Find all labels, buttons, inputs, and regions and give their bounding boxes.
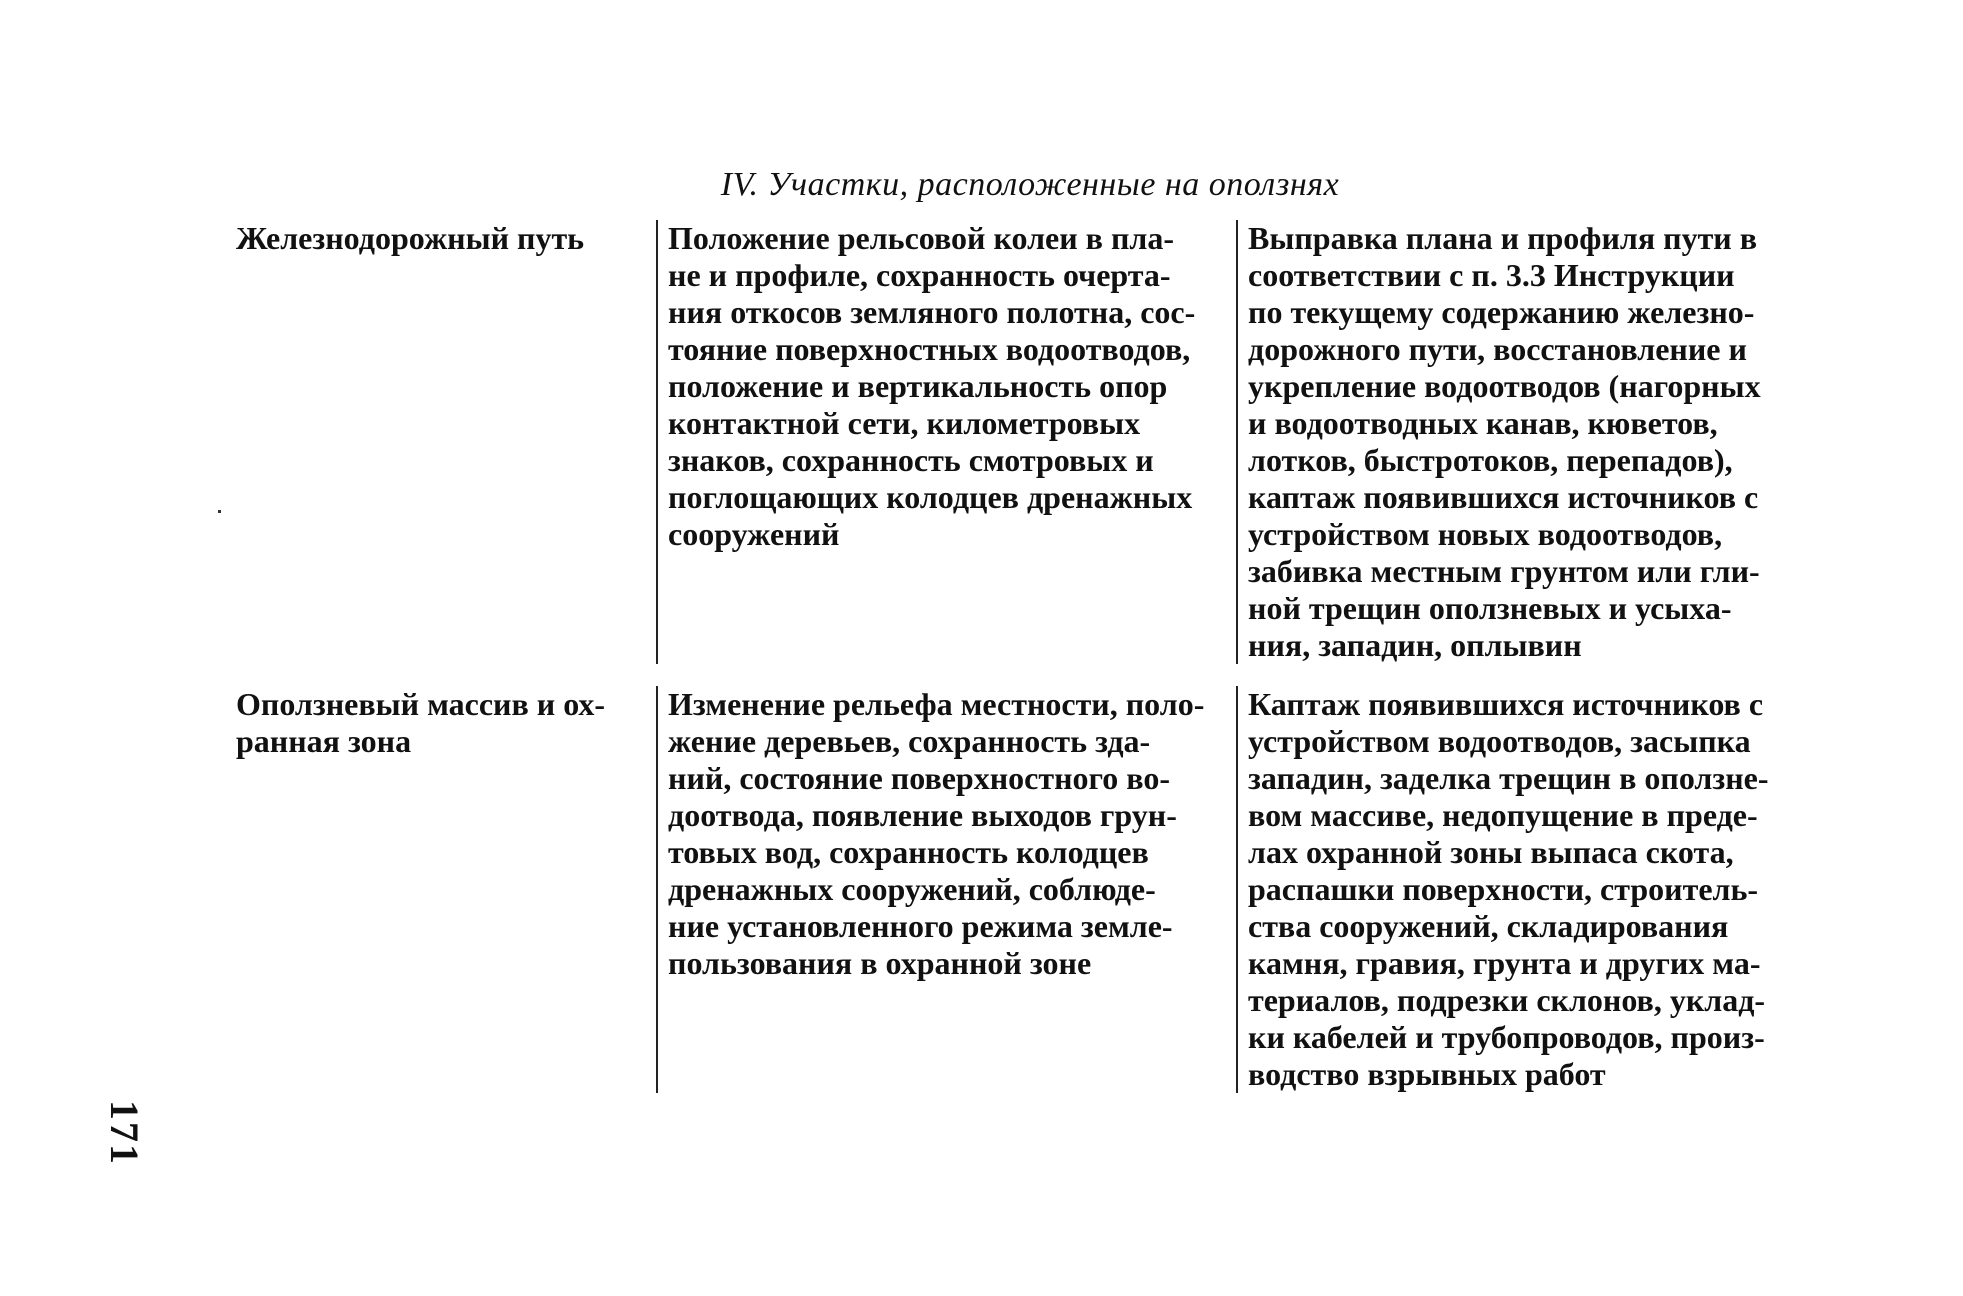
table-row: [236, 686, 1816, 1093]
page-number: 171: [102, 1100, 147, 1166]
table-row: [236, 220, 1816, 664]
actions-cell: Выправка плана и профиля пути в соответствии с п. 3.3 Инструкции по текущему содержанию железно- дорожного пути, восстановление и укрепление водоотводов (нагорных и водоотводных канав, кюветов, лотков, быстротоков, перепадов), каптаж появившихся источников с устройством новых водоотводов, забивка местным грунтом или гли- ной трещин оползневых и усыха- ния, западин, оплывин: [1236, 220, 1816, 664]
margin-mark: [218, 510, 221, 513]
object-cell: Оползневый массив и ох- ранная зона: [236, 686, 606, 759]
actions-cell: Каптаж появившихся источников с устройством водоотводов, засыпка западин, заделка трещин в оползне- вом массиве, недопущение в преде- лах охранной зоны выпаса скота, распашки поверхности, строитель- ства сооружений, складирования камня, гравия, грунта и других ма- териалов, подрезки склонов, уклад- ки кабелей и трубопроводов, произ- водство взрывных работ: [1236, 686, 1816, 1093]
object-cell: Железнодорожный путь: [236, 220, 585, 256]
maintenance-table: [236, 220, 1816, 1093]
section-title: IV. Участки, расположенные на оползнях: [720, 166, 1340, 203]
checked-items-cell: Положение рельсовой колеи в пла- не и профиле, сохранность очерта- ния откосов земляного полотна, сос- тояние поверхностных водоотводов, положение и вертикальность опор контактной сети, километровых знаков, сохранность смотровых и поглощающих колодцев дренажных сооружений: [656, 220, 1236, 664]
checked-items-cell: Изменение рельефа местности, поло- жение деревьев, сохранность зда- ний, состояние поверхностного во- доотвода, появление выходов грун- товых вод, сохранность колодцев дренажных сооружений, соблюде- ние установленного режима земле- пользования в охранной зоне: [656, 686, 1236, 1093]
